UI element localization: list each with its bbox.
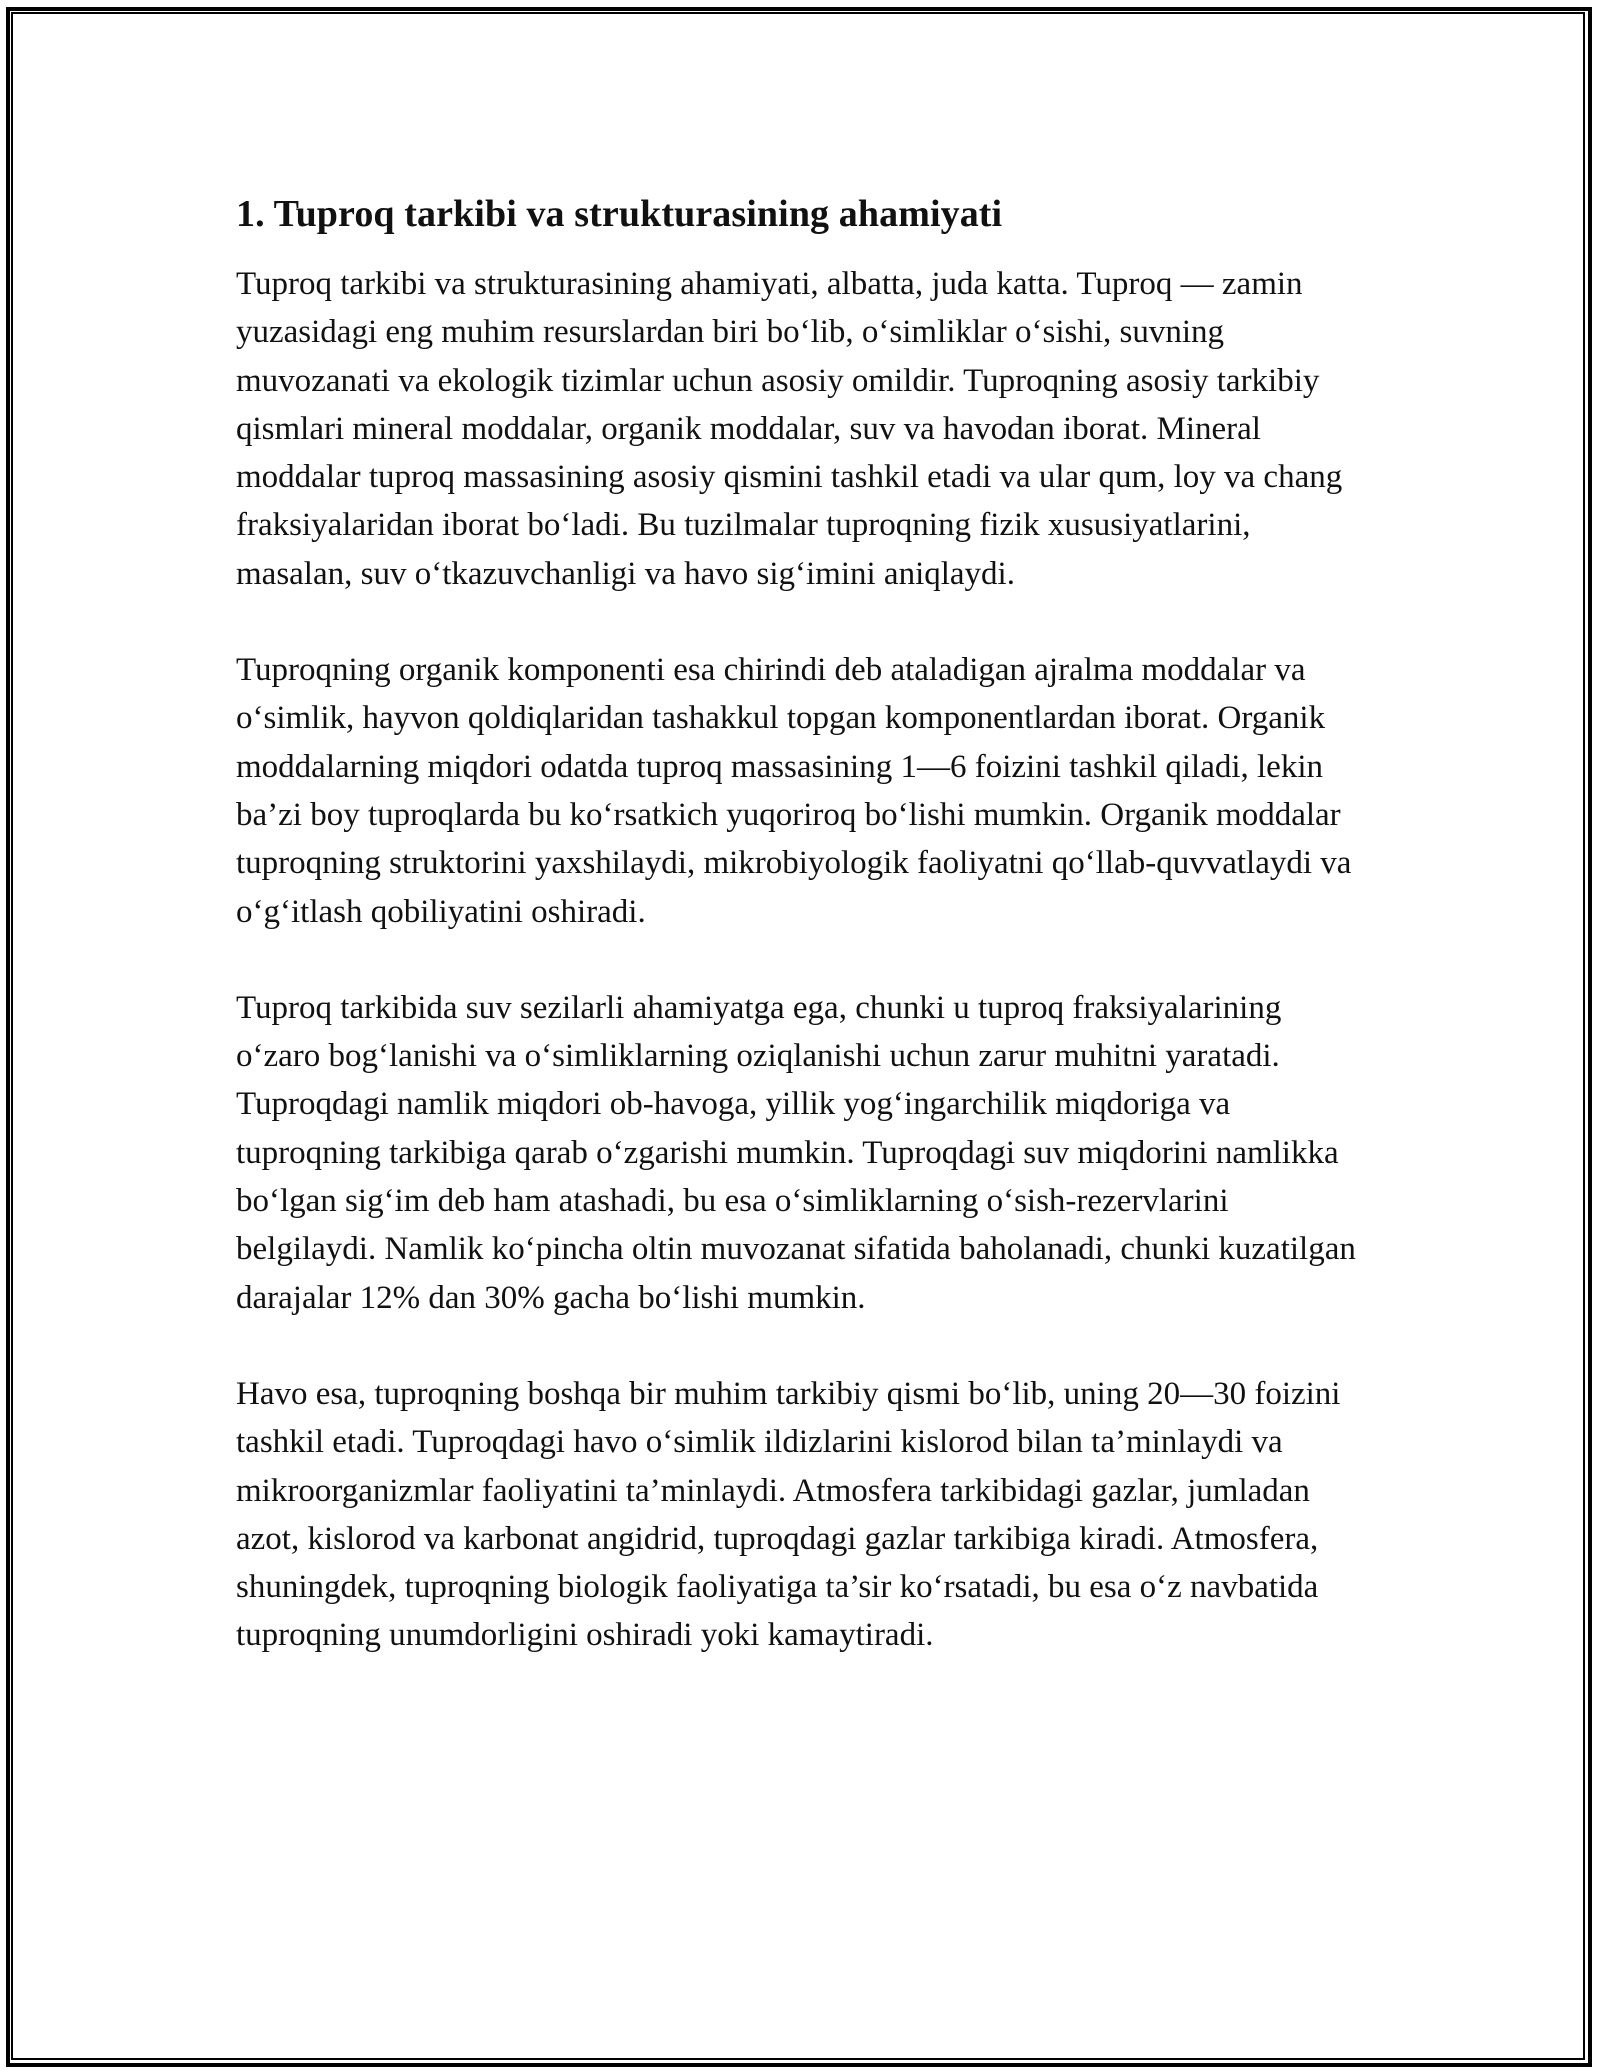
document-body bbox=[236, 186, 1366, 1660]
paragraph-air: Havo esa, tuproqning boshqa bir muhim tarkibiy qismi bo‘lib, uning 20—30 foizini tashkil etadi. Tuproqdagi havo o‘simlik ildizlarini kislorod bilan ta’minlaydi va mikroorganizmlar faoliyatini ta’minlaydi. Atmosfera tarkibidagi gazlar, jumladan azot, kislorod va karbonat angidrid, tuproqdagi gazlar tarkibiga kiradi. Atmosfera, shuningdek, tuproqning biologik faoliyatiga ta’sir ko‘rsatadi, bu esa o‘z navbatida tuproqning unumdorligini oshiradi yoki kamaytiradi. bbox=[236, 1375, 1341, 1654]
paragraph-mineral: Tuproq tarkibi va strukturasining ahamiyati, albatta, juda katta. Tuproq — zamin yuzasidagi eng muhim resurslardan biri bo‘lib, o‘simliklar o‘sishi, suvning muvozanati va ekologik tizimlar uchun asosiy omildir. Tuproqning asosiy tarkibiy qismlari mineral moddalar, organik moddalar, suv va havodan iborat. Mineral moddalar tuproq massasining asosiy qismini tashkil etadi va ular qum, loy va chang fraksiyalaridan iborat bo‘ladi. Bu tuzilmalar tuproqning fizik xususiyatlarini, masalan, suv o‘tkazuvchanligi va havo sig‘imini aniqlaydi. bbox=[236, 266, 1343, 592]
paragraph-water: Tuproq tarkibida suv sezilarli ahamiyatga ega, chunki u tuproq fraksiyalarining o‘zaro bog‘lanishi va o‘simliklarning oziqlanishi uchun zarur muhitni yaratadi. Tuproqdagi namlik miqdori ob-havoga, yillik yog‘ingarchilik miqdoriga va tuproqning tarkibiga qarab o‘zgarishi mumkin. Tuproqdagi suv miqdorini namlikka bo‘lgan sig‘im deb ham atashadi, bu esa o‘simliklarning o‘sish-rezervlarini belgilaydi. Namlik ko‘pincha oltin muvozanat sifatida baholanadi, chunki kuzatilgan darajalar 12% dan 30% gacha bo‘lishi mumkin. bbox=[236, 989, 1356, 1316]
section-heading: 1. Tuproq tarkibi va strukturasining ahamiyati bbox=[236, 193, 1003, 235]
paragraph-organic: Tuproqning organik komponenti esa chirindi deb ataladigan ajralma moddalar va o‘simlik, hayvon qoldiqlaridan tashakkul topgan komponentlardan iborat. Organik moddalarning miqdori odatda tuproq massasining 1—6 foizini tashkil qiladi, lekin ba’zi boy tuproqlarda bu ko‘rsatkich yuqoriroq bo‘lishi mumkin. Organik moddalar tuproqning struktorini yaxshilaydi, mikrobiyologik faoliyatni qo‘llab-quvvatlaydi va o‘g‘itlash qobiliyatini oshiradi. bbox=[236, 652, 1352, 930]
